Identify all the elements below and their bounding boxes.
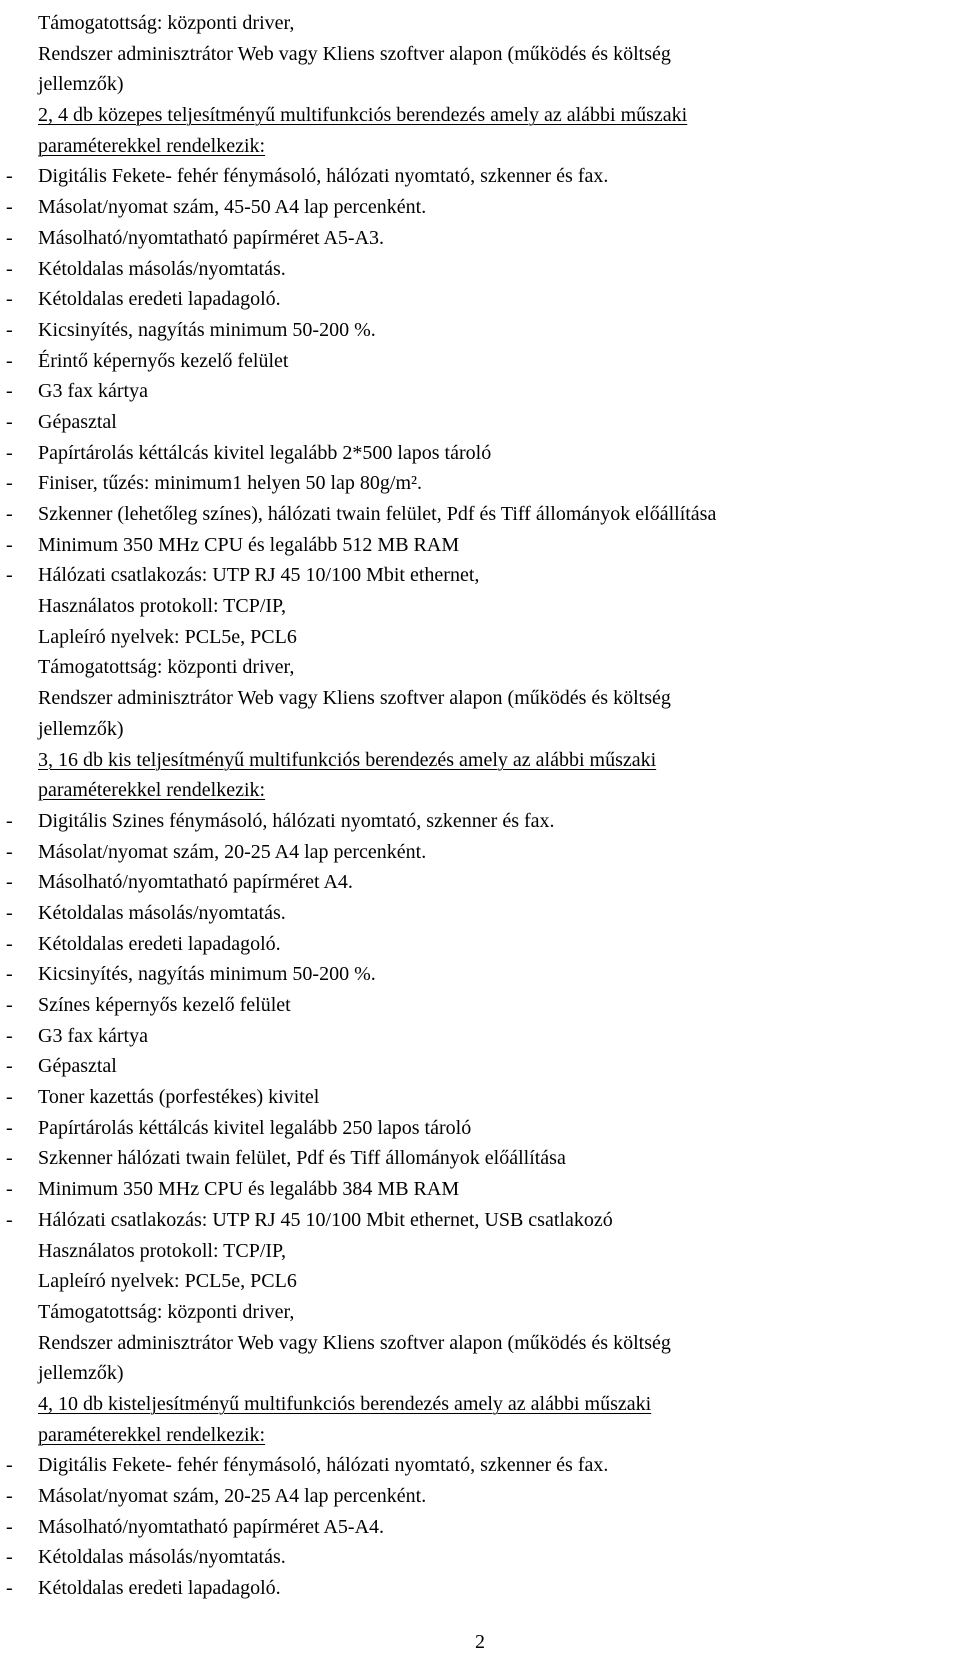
bullet-item [0,898,960,929]
line-text: Támogatottság: központi driver, [38,656,295,679]
text-line [0,591,960,622]
bullet-item [0,1174,960,1205]
bullet-item [0,1082,960,1113]
bullet-item [0,192,960,223]
dash-bullet: - [6,1178,13,1201]
line-text: Minimum 350 MHz CPU és legalább 512 MB RAM [38,533,460,556]
bullet-item [0,1512,960,1543]
dash-bullet: - [6,901,13,924]
text-line [0,714,960,745]
section-heading-line [0,1420,960,1451]
line-text: Kétoldalas eredeti lapadagoló. [38,932,281,955]
dash-bullet: - [6,1147,13,1170]
text-line [0,652,960,683]
dash-bullet: - [6,871,13,894]
bullet-item [0,407,960,438]
dash-bullet: - [6,1116,13,1139]
line-text: 2, 4 db közepes teljesítményű multifunkciós berendezés amely az alábbi műszaki [38,104,688,127]
line-text: Hálózati csatlakozás: UTP RJ 45 10/100 Mbit ethernet, USB csatlakozó [38,1208,613,1231]
line-text: G3 fax kártya [38,380,148,403]
dash-bullet: - [6,380,13,403]
dash-bullet: - [6,1055,13,1078]
line-text: paraméterekkel rendelkezik: [38,1423,266,1446]
dash-bullet: - [6,1208,13,1231]
dash-bullet: - [6,288,13,311]
line-text: Rendszer adminisztrátor Web vagy Kliens szoftver alapon (működés és költség [38,42,671,65]
line-text: Másolat/nyomat szám, 45-50 A4 lap percenként. [38,196,427,219]
bullet-item [0,315,960,346]
bullet-item [0,990,960,1021]
line-text: Támogatottság: központi driver, [38,1300,295,1323]
text-line [0,1266,960,1297]
line-text: Lapleíró nyelvek: PCL5e, PCL6 [38,625,297,648]
line-text: Lapleíró nyelvek: PCL5e, PCL6 [38,1270,297,1293]
line-text: Színes képernyős kezelő felület [38,994,291,1016]
text-line [0,8,960,39]
section-heading-line [0,745,960,776]
line-text: Papírtárolás kéttálcás kivitel legalább 250 lapos tároló [38,1116,472,1139]
dash-bullet: - [6,1546,13,1569]
line-text: 4, 10 db kisteljesítményű multifunkciós berendezés amely az alábbi műszaki [38,1392,652,1415]
line-text: Használatos protokoll: TCP/IP, [38,595,286,618]
bullet-item [0,530,960,561]
line-text: Szkenner (lehetőleg színes), hálózati twain felület, Pdf és Tiff állományok előállítása [38,503,717,525]
bullet-item [0,1450,960,1481]
dash-bullet: - [6,963,13,986]
line-text: Kétoldalas eredeti lapadagoló. [38,288,281,311]
bullet-item [0,1021,960,1052]
line-text: Rendszer adminisztrátor Web vagy Kliens szoftver alapon (működés és költség [38,1331,671,1354]
text-line [0,69,960,100]
line-text: G3 fax kártya [38,1024,148,1047]
dash-bullet: - [6,1515,13,1538]
line-text: Minimum 350 MHz CPU és legalább 384 MB RAM [38,1178,460,1201]
text-line [0,1297,960,1328]
section-heading-line [0,775,960,806]
dash-bullet: - [6,410,13,433]
dash-bullet: - [6,318,13,341]
bullet-item [0,1143,960,1174]
line-text: Hálózati csatlakozás: UTP RJ 45 10/100 Mbit ethernet, [38,564,480,587]
line-text: paraméterekkel rendelkezik: [38,779,266,802]
dash-bullet: - [6,165,13,188]
page-number: 2 [475,1631,485,1653]
bullet-item [0,1205,960,1236]
section-heading-line [0,100,960,131]
line-text: Használatos protokoll: TCP/IP, [38,1239,286,1262]
line-text: Kicsinyítés, nagyítás minimum 50-200 %. [38,318,376,341]
line-text: Másolat/nyomat szám, 20-25 A4 lap percenként. [38,1485,427,1507]
text-line [0,1358,960,1389]
dash-bullet: - [6,564,13,587]
line-text: Másolható/nyomtatható papírméret A5-A3. [38,226,385,249]
line-text: Kétoldalas eredeti lapadagoló. [38,1577,281,1600]
line-text: Támogatottság: központi driver, [38,12,295,34]
line-text: Kétoldalas másolás/nyomtatás. [38,1546,286,1569]
dash-bullet: - [6,533,13,556]
section-heading-line [0,1389,960,1420]
line-text: Gépasztal [38,410,117,433]
dash-bullet: - [6,349,13,372]
dash-bullet: - [6,226,13,249]
document-body [0,8,960,1604]
dash-bullet: - [6,994,13,1016]
line-text: paraméterekkel rendelkezik: [38,134,266,157]
bullet-item [0,929,960,960]
bullet-item [0,346,960,377]
line-text: Digitális Fekete- fehér fénymásoló, hálózati nyomtató, szkenner és fax. [38,1454,609,1477]
line-text: Papírtárolás kéttálcás kivitel legalább 2*500 lapos tároló [38,441,492,464]
line-text: Kicsinyítés, nagyítás minimum 50-200 %. [38,963,376,986]
text-line [0,683,960,714]
dash-bullet: - [6,809,13,832]
bullet-item [0,284,960,315]
dash-bullet: - [6,196,13,219]
line-text: Finiser, tűzés: minimum1 helyen 50 lap 80g/m². [38,472,423,495]
bullet-item [0,161,960,192]
line-text: Kétoldalas másolás/nyomtatás. [38,257,286,280]
dash-bullet: - [6,1577,13,1600]
dash-bullet: - [6,257,13,280]
bullet-item [0,1542,960,1573]
line-text: Érintő képernyős kezelő felület [38,349,289,372]
bullet-item [0,959,960,990]
dash-bullet: - [6,1485,13,1507]
text-line [0,1236,960,1267]
bullet-item [0,438,960,469]
dash-bullet: - [6,1454,13,1477]
line-text: Másolat/nyomat szám, 20-25 A4 lap percenként. [38,840,427,863]
dash-bullet: - [6,472,13,495]
line-text: Rendszer adminisztrátor Web vagy Kliens szoftver alapon (működés és költség [38,687,671,710]
text-line [0,1328,960,1359]
bullet-item [0,560,960,591]
dash-bullet: - [6,503,13,525]
bullet-item [0,1113,960,1144]
dash-bullet: - [6,932,13,955]
line-text: jellemzők) [38,73,124,96]
bullet-item [0,1573,960,1604]
line-text: 3, 16 db kis teljesítményű multifunkciós berendezés amely az alábbi műszaki [38,748,657,771]
line-text: Másolható/nyomtatható papírméret A4. [38,871,353,894]
bullet-item [0,499,960,530]
bullet-item [0,837,960,868]
line-text: Gépasztal [38,1055,117,1078]
bullet-item [0,376,960,407]
bullet-item [0,867,960,898]
line-text: jellemzők) [38,717,124,740]
text-line [0,39,960,70]
line-text: Kétoldalas másolás/nyomtatás. [38,901,286,924]
text-line [0,622,960,653]
line-text: Toner kazettás (porfestékes) kivitel [38,1086,320,1109]
bullet-item [0,806,960,837]
dash-bullet: - [6,441,13,464]
dash-bullet: - [6,840,13,863]
dash-bullet: - [6,1086,13,1109]
bullet-item [0,254,960,285]
line-text: Másolható/nyomtatható papírméret A5-A4. [38,1515,385,1538]
bullet-item [0,223,960,254]
line-text: Digitális Fekete- fehér fénymásoló, hálózati nyomtató, szkenner és fax. [38,165,609,188]
line-text: Digitális Szines fénymásoló, hálózati nyomtató, szkenner és fax. [38,809,555,832]
line-text: Szkenner hálózati twain felület, Pdf és Tiff állományok előállítása [38,1147,566,1170]
line-text: jellemzők) [38,1362,124,1385]
bullet-item [0,468,960,499]
dash-bullet: - [6,1024,13,1047]
bullet-item [0,1481,960,1512]
bullet-item [0,1051,960,1082]
section-heading-line [0,131,960,162]
